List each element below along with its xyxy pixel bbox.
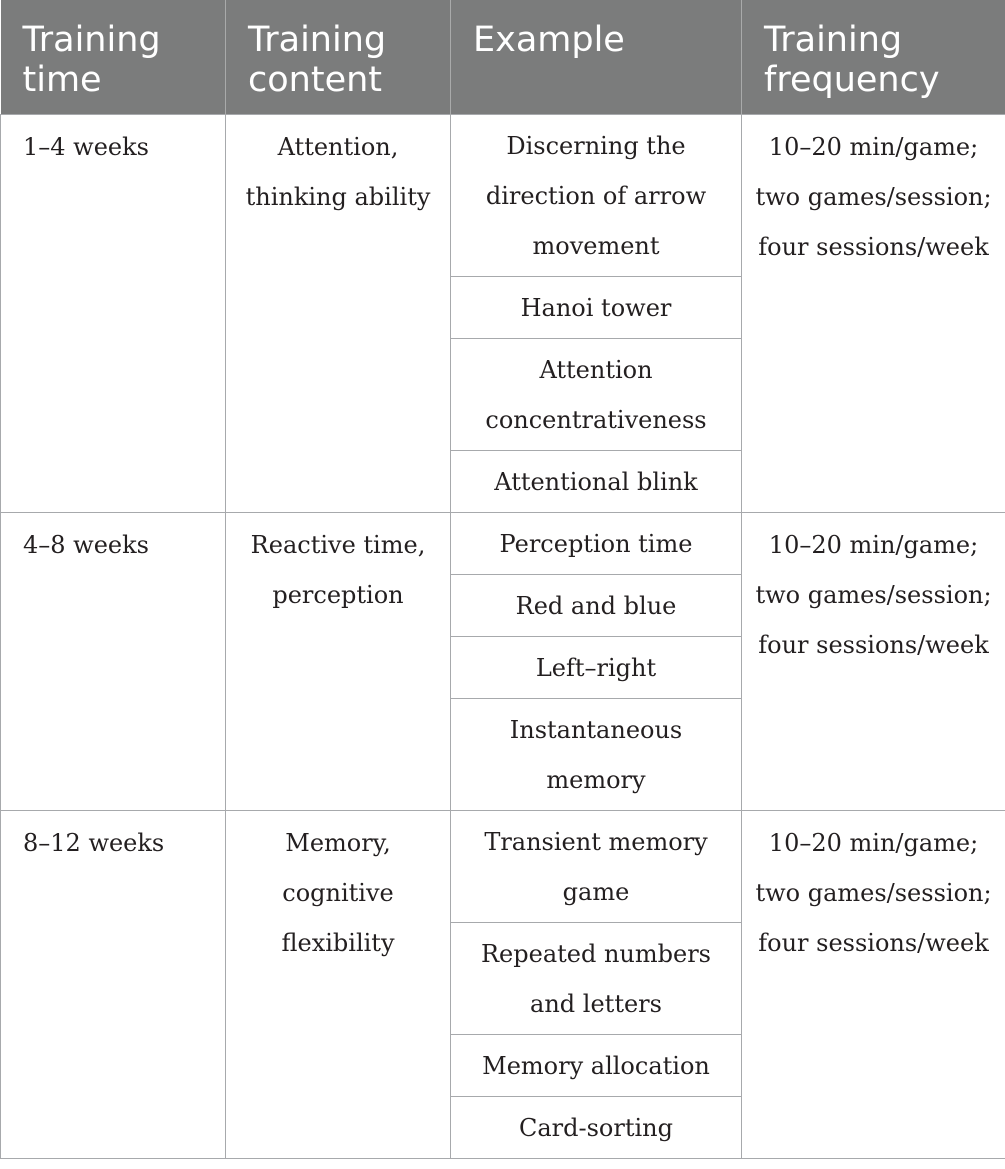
cell-line: Attention	[539, 356, 653, 384]
header-row	[1, 0, 1005, 115]
header-line: Training	[764, 20, 903, 60]
example-cell	[451, 811, 742, 923]
cell-line: four sessions/week	[758, 929, 989, 957]
cell-line: 10–20 min/game;	[768, 133, 979, 161]
training-time-cell: 1–4 weeks	[1, 115, 226, 513]
cell-line: memory	[546, 766, 646, 794]
training-content-cell	[226, 513, 451, 811]
header-training-content	[226, 0, 451, 115]
table-row	[1, 115, 1005, 277]
header-line: frequency	[764, 60, 940, 100]
cell-line: movement	[532, 232, 660, 260]
cell-line: four sessions/week	[758, 631, 989, 659]
example-cell: Perception time	[451, 513, 742, 575]
cell-line: Transient memory	[484, 828, 708, 856]
cell-line: concentrativeness	[485, 406, 707, 434]
training-content-cell	[226, 115, 451, 513]
header-line: Training	[22, 20, 161, 60]
cell-line: Memory,	[285, 829, 391, 857]
example-cell: Red and blue	[451, 575, 742, 637]
cell-line: 10–20 min/game;	[768, 829, 979, 857]
example-cell: Left–right	[451, 637, 742, 699]
example-cell: Hanoi tower	[451, 277, 742, 339]
cell-line: flexibility	[281, 929, 395, 957]
header-line: content	[248, 60, 383, 100]
example-cell: Card-sorting	[451, 1097, 742, 1159]
example-cell: Memory allocation	[451, 1035, 742, 1097]
example-cell	[451, 339, 742, 451]
example-cell	[451, 115, 742, 277]
training-time-cell: 8–12 weeks	[1, 811, 226, 1159]
cell-line: perception	[272, 581, 404, 609]
cell-line: thinking ability	[245, 183, 431, 211]
example-cell	[451, 923, 742, 1035]
training-time-cell: 4–8 weeks	[1, 513, 226, 811]
header-training-time	[1, 0, 226, 115]
cell-line: four sessions/week	[758, 233, 989, 261]
cell-line: Reactive time,	[250, 531, 426, 559]
cell-line: and letters	[530, 990, 662, 1018]
cell-line: Instantaneous	[509, 716, 683, 744]
cell-line: two games/session;	[755, 183, 992, 211]
example-cell: Attentional blink	[451, 451, 742, 513]
header-training-frequency	[742, 0, 1005, 115]
cell-line: Attention,	[277, 133, 399, 161]
example-cell	[451, 699, 742, 811]
cell-line: Discerning the	[506, 132, 686, 160]
table-row	[1, 513, 1005, 575]
cell-line: two games/session;	[755, 581, 992, 609]
header-line: time	[22, 60, 102, 100]
cell-line: two games/session;	[755, 879, 992, 907]
table-body	[1, 115, 1005, 1159]
table-row	[1, 811, 1005, 923]
training-content-cell	[226, 811, 451, 1159]
training-frequency-cell	[742, 513, 1005, 811]
header-line: Example	[473, 20, 625, 60]
table-header	[1, 0, 1005, 115]
cell-line: cognitive	[282, 879, 394, 907]
cell-line: 10–20 min/game;	[768, 531, 979, 559]
cell-line: game	[562, 878, 630, 906]
cell-line: direction of arrow	[485, 182, 707, 210]
training-frequency-cell	[742, 811, 1005, 1159]
cell-line: Repeated numbers	[480, 940, 711, 968]
header-line: Training	[248, 20, 387, 60]
training-frequency-cell	[742, 115, 1005, 513]
header-example	[451, 0, 742, 115]
